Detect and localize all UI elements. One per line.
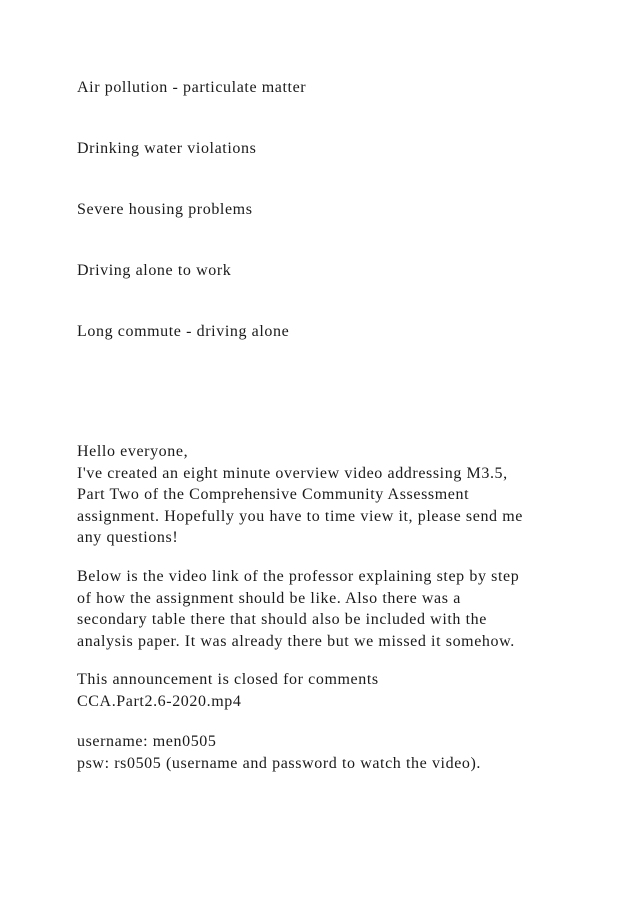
- greeting-line: I've created an eight minute overview video addressing M3.5,: [77, 464, 508, 482]
- greeting-line: Part Two of the Comprehensive Community Assessment: [77, 486, 470, 503]
- video-note-line: of how the assignment should be like. Also there was a: [77, 589, 461, 607]
- greeting-line: Hello everyone,: [77, 443, 189, 460]
- password-line: psw: rs0505 (username and password to watch the video).: [77, 754, 482, 772]
- video-note-line: secondary table there that should also be included with the: [77, 611, 487, 628]
- video-note-line: analysis paper. It was already there but we missed it somehow.: [77, 632, 515, 650]
- topic-driving-alone: Driving alone to work: [77, 262, 232, 279]
- announcement-paragraph: [77, 669, 379, 712]
- topic-drinking-water: Drinking water violations: [77, 140, 257, 157]
- comments-closed-notice: This announcement is closed for comments: [77, 671, 379, 688]
- greeting-line: any questions!: [77, 529, 179, 546]
- video-note-paragraph: [77, 566, 519, 652]
- greeting-paragraph: [77, 441, 523, 549]
- username-line: username: men0505: [77, 733, 217, 750]
- topic-air-pollution: Air pollution - particulate matter: [77, 79, 307, 96]
- credentials-paragraph: [77, 731, 481, 774]
- video-note-line: Below is the video link of the professor explaining step by step: [77, 568, 520, 585]
- greeting-line: assignment. Hopefully you have to time view it, please send me: [77, 507, 523, 525]
- topic-long-commute: Long commute - driving alone: [77, 323, 290, 340]
- video-file-name: CCA.Part2.6-2020.mp4: [77, 692, 242, 710]
- topic-severe-housing: Severe housing problems: [77, 201, 253, 218]
